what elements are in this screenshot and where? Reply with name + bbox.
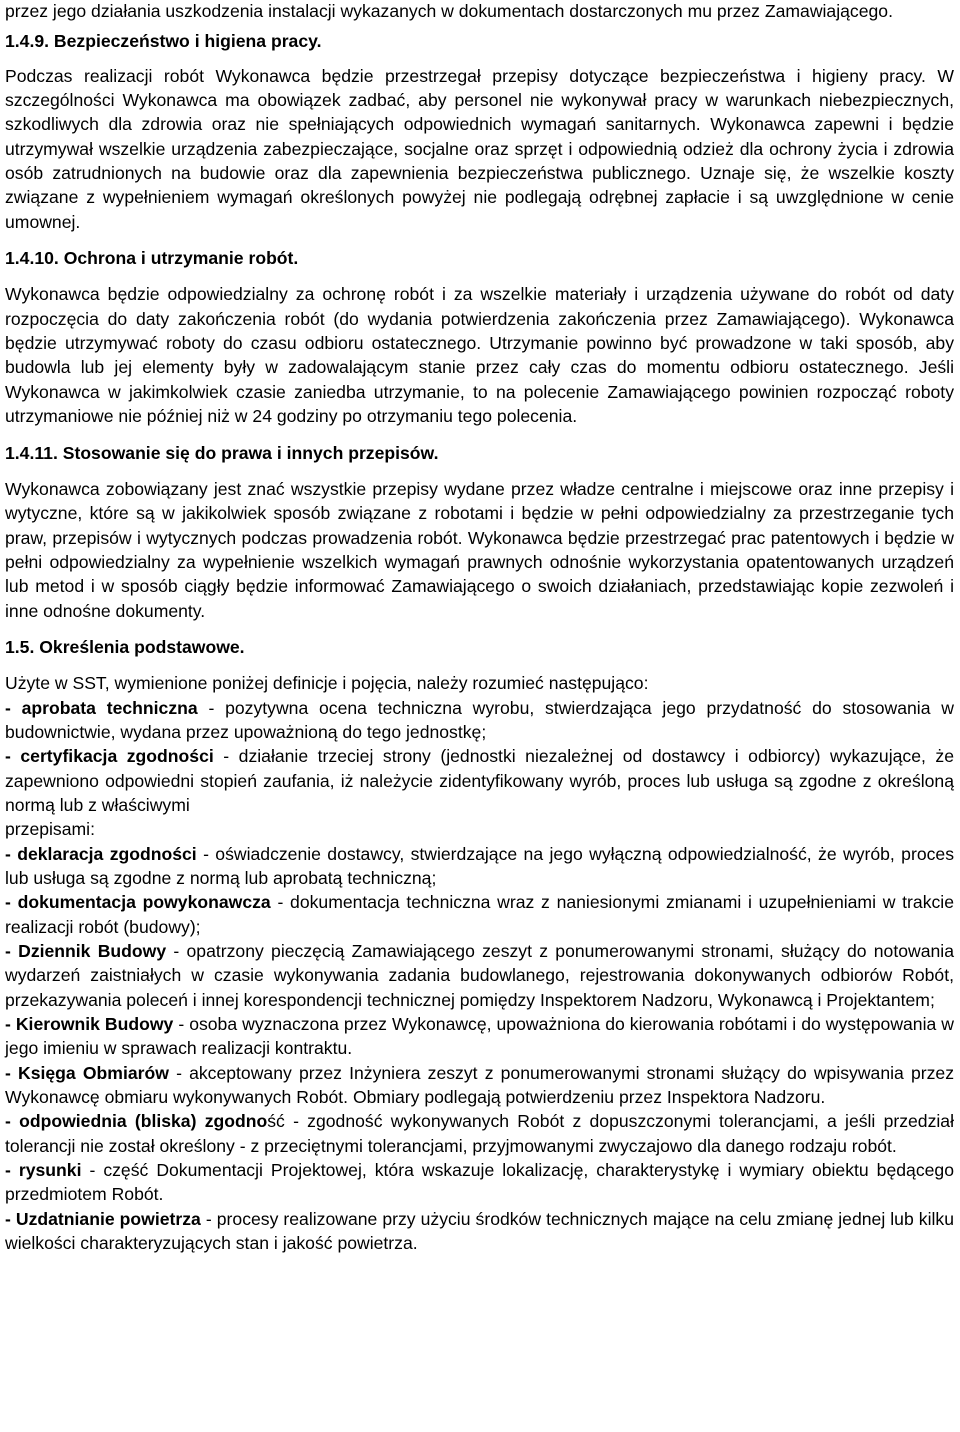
definition-term: - odpowiednia (bliska) zgodno: [5, 1111, 268, 1132]
definition-term: - aprobata techniczna: [5, 697, 198, 718]
definition-text: - osoba wyznaczona przez Wykonawcę, upoważniona do kierowania robótami i do występowania w jego imieniu w sprawach realizacji kontraktu.: [5, 1014, 954, 1059]
definition-text: - działanie trzeciej strony (jednostki niezależnej od dostawcy i odbiorcy) wykazujące, że zapewniono odpowiedni stopień zaufania, iż należycie zidentyfikowany wyrób, proces lub usługa są zgodne z określoną normą lub z właściwymi: [5, 746, 954, 815]
definition-item: [5, 1012, 954, 1061]
definition-item: [5, 1207, 954, 1256]
definition-text: - pozytywna ocena techniczna wyrobu, stwierdzająca jego przydatność do stosowania w budownictwie, wydana przez upoważnioną do tego jednostkę;: [5, 697, 954, 742]
definition-text: - opatrzony pieczęcią Zamawiającego zeszyt z ponumerowanymi stronami, służący do notowania wydarzeń zaistniałych w czasie wykonywania zadania budowlanego, rejestrowania dokonywanych odbiorów Robót, przekazywania poleceń i innej korespondencji technicznej pomiędzy Inspektorem Nadzoru, Wykonawcą i Projektantem;: [5, 941, 954, 1010]
intro-paragraph: przez jego działania uszkodzenia instalacji wykazanych w dokumentach dostarczonych mu przez Zamawiającego.: [5, 1, 893, 21]
definition-text: - część Dokumentacji Projektowej, która wskazuje lokalizację, charakterystykę i wymiary obiektu będącego przedmiotem Robót.: [5, 1160, 954, 1205]
section-1-4-11-text: Wykonawca zobowiązany jest znać wszystkie przepisy wydane przez władze centralne i miejscowe oraz inne przepisy i wytyczne, które są w jakikolwiek sposób związane z robotami i będzie w pełni odpowiedzialny za przestrzeganie tych praw, przepisów i wytycznych podczas prowadzenia robót. Wykonawca będzie przestrzegać prac patentowych i będzie w pełni odpowiedzialny za wypełnienie wszelkich wymagań prawnych odnośnie wykorzystania opatentowanych urządzeń lub metod i w sposób ciągły będzie informować Zamawiającego o swoich działaniach, przedstawiając kopie zezwoleń i inne odnośne dokumenty.: [5, 478, 954, 621]
definition-item: [5, 939, 954, 1012]
section-1-4-9-text: Podczas realizacji robót Wykonawca będzie przestrzegał przepisy dotyczące bezpieczeństwa i higieny pracy. W szczególności Wykonawca ma obowiązek zadbać, aby personel nie wykonywał pracy w warunkach niebezpiecznych, szkodliwych dla zdrowia oraz nie spełniających odpowiednich wymagań sanitarnych. Wykonawca zapewni i będzie utrzymywał wszelkie urządzenia zabezpieczające, socjalne oraz sprzęt i odpowiednią odzież dla ochrony życia i zdrowia osób zatrudnionych na budowie oraz dla zapewnienia bezpieczeństwa publicznego. Uznaje się, że wszelkie koszty związane z wypełnieniem wymagań określonych powyżej nie podlegają odrębnej zapłacie i są uwzględnione w cenie umownej.: [5, 65, 954, 232]
definition-item: [5, 842, 954, 891]
definition-item: [5, 744, 954, 817]
definition-term: - Uzdatnianie powietrza: [5, 1208, 201, 1229]
definition-text: - procesy realizowane przy użyciu środków technicznych mające na celu zmianę jednej lub kilku wielkości charakteryzujących stan i jakość powietrza.: [5, 1208, 954, 1254]
definition-item: [5, 890, 954, 939]
definition-text: przepisami:: [5, 819, 95, 840]
definition-item: [5, 1061, 954, 1110]
definition-term: - certyfikacja zgodności: [5, 746, 214, 767]
definition-continuation: [5, 817, 954, 841]
definition-text: - oświadczenie dostawcy, stwierdzające na jego wyłączną odpowiedzialność, że wyrób, proces lub usługa są zgodne z normą lub aprobatą techniczną;: [5, 843, 954, 888]
definition-term: - dokumentacja powykonawcza: [5, 892, 271, 913]
definition-item: [5, 696, 954, 745]
definition-term: - Dziennik Budowy: [5, 941, 167, 962]
section-1-4-9-heading: 1.4.9. Bezpieczeństwo i higiena pracy.: [5, 31, 322, 52]
definition-text: ść - zgodność wykonywanych Robót z dopuszczonymi tolerancjami, a jeśli przedział tolerancji nie został określony - z przeciętnymi tolerancjami, przyjmowanymi zwyczajowo dla danego rodzaju robót.: [5, 1111, 954, 1156]
section-1-4-10-heading: 1.4.10. Ochrona i utrzymanie robót.: [5, 248, 299, 269]
section-1-5-lead: Użyte w SST, wymienione poniżej definicje i pojęcia, należy rozumieć następująco:: [5, 673, 649, 694]
definition-term: - rysunki: [5, 1160, 82, 1181]
definition-text: - dokumentacja techniczna wraz z naniesionymi zmianami i uzupełnieniami w trakcie realizacji robót (budowy);: [5, 892, 954, 937]
section-1-4-11-heading: 1.4.11. Stosowanie się do prawa i innych przepisów.: [5, 442, 439, 463]
section-1-4-10-text: Wykonawca będzie odpowiedzialny za ochronę robót i za wszelkie materiały i urządzenia używane do robót od daty rozpoczęcia do daty zakończenia robót (do wydania potwierdzenia zakończenia przez Zamawiającego). Wykonawca będzie utrzymywać roboty do czasu odbioru ostatecznego. Utrzymanie powinno być prowadzone w taki sposób, aby budowla lub jej elementy były w zadowalającym stanie przez cały czas do momentu odbioru ostatecznego. Jeśli Wykonawca w jakimkolwiek czasie zaniedba utrzymanie, to na polecenie Zamawiającego powinien rozpocząć roboty utrzymaniowe nie później niż w 24 godziny po otrzymaniu tego polecenia.: [5, 284, 954, 427]
definition-term: - Księga Obmiarów: [5, 1062, 169, 1083]
definition-item: [5, 1158, 954, 1207]
section-1-5-heading: 1.5. Określenia podstawowe.: [5, 636, 245, 657]
definition-term: - deklaracja zgodności: [5, 843, 197, 864]
definition-item: [5, 1109, 954, 1158]
definition-term: - Kierownik Budowy: [5, 1014, 174, 1035]
definition-text: - akceptowany przez Inżyniera zeszyt z ponumerowanymi stronami służący do wpisywania przez Wykonawcę obmiaru wykonywanych Robót. Obmiary podlegają potwierdzeniu przez Inspektora Nadzoru.: [5, 1062, 954, 1108]
